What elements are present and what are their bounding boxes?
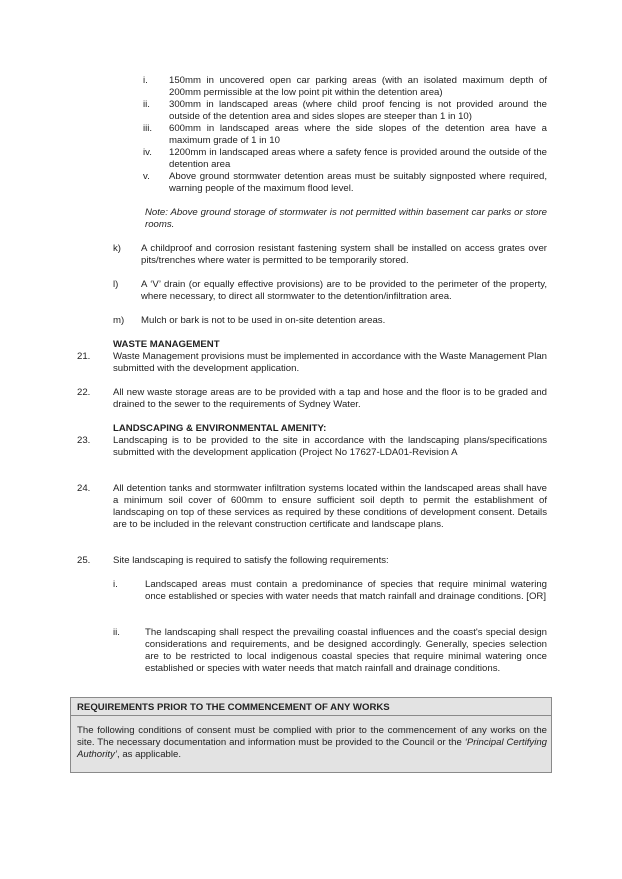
- item-text: A ‘V’ drain (or equally effective provisions) are to be provided to the perimeter of the property, where necessary, to direct all stormwater to the detention/infiltration area.: [141, 279, 547, 302]
- roman-item-i: [143, 75, 547, 99]
- item-text: Site landscaping is required to satisfy the following requirements:: [113, 555, 389, 566]
- condition-25: [77, 555, 547, 567]
- item-number: i.: [113, 579, 118, 590]
- commencement-requirements-box: [70, 697, 552, 773]
- item-label: k): [113, 243, 121, 254]
- item-number: 24.: [77, 483, 91, 494]
- item-number: 23.: [77, 435, 91, 446]
- item-number: v.: [143, 171, 150, 182]
- condition-m: [113, 315, 547, 327]
- item-number: iii.: [143, 123, 153, 134]
- box-title: REQUIREMENTS PRIOR TO THE COMMENCEMENT OF ANY WORKS: [77, 702, 390, 713]
- roman-item-ii: [143, 99, 547, 123]
- item-text: Mulch or bark is not to be used in on-site detention areas.: [141, 315, 386, 326]
- storage-note: Note: Above ground storage of stormwater is not permitted within basement car parks or store rooms.: [145, 207, 547, 230]
- item-text: Landscaping is to be provided to the site in accordance with the landscaping plans/specifications submitted with the development application (Project No 17627-LDA01-Revision A: [113, 435, 547, 458]
- item-number: 25.: [77, 555, 91, 566]
- item-text: Waste Management provisions must be implemented in accordance with the Waste Management Plan submitted with the development application.: [113, 351, 547, 374]
- condition-l: [113, 279, 547, 303]
- item-number: 21.: [77, 351, 91, 362]
- box-body-tail: , as applicable.: [117, 749, 181, 760]
- item-text: The landscaping shall respect the prevailing coastal influences and the coast's special design considerations and requirements, and be designed accordingly. Generally, species selection are to be restricted to local indigenous coastal species that require minimal watering once established or species with water needs that match rainfall and drainage conditions.: [145, 627, 547, 674]
- item-text: All new waste storage areas are to be provided with a tap and hose and the floor is to be graded and drained to the sewer to the requirements of Sydney Water.: [113, 387, 547, 410]
- item-text: Landscaped areas must contain a predominance of species that require minimal watering once established or species with water needs that match rainfall and drainage conditions. [OR]: [145, 579, 547, 602]
- condition-24: [77, 483, 547, 531]
- item-text: 600mm in landscaped areas where the side slopes of the detention area have a maximum grade of 1 in 10: [169, 123, 547, 146]
- item-number: 22.: [77, 387, 91, 398]
- item-number: i.: [143, 75, 148, 86]
- item-text: A childproof and corrosion resistant fastening system shall be installed on access grates over pits/trenches where water is permitted to be temporarily stored.: [141, 243, 547, 266]
- landscaping-heading: LANDSCAPING & ENVIRONMENTAL AMENITY:: [113, 423, 327, 434]
- condition-23: [77, 435, 547, 459]
- item-label: l): [113, 279, 119, 290]
- roman-item-iii: [143, 123, 547, 147]
- item-label: m): [113, 315, 125, 326]
- box-divider: [71, 715, 551, 716]
- condition-25-ii: [113, 627, 547, 675]
- item-text: All detention tanks and stormwater infiltration systems located within the landscaped areas shall have a minimum soil cover of 600mm to ensure sufficient soil depth to permit the establishment of landscaping on top of these services as required by these conditions of development consent. Details are to be included in the relevant construction certificate and landscape plans.: [113, 483, 547, 530]
- waste-management-heading: WASTE MANAGEMENT: [113, 339, 220, 350]
- item-number: ii.: [113, 627, 120, 638]
- box-body-italic: ‘Principal Certifying Authority’: [77, 737, 547, 760]
- item-text: 1200mm in landscaped areas where a safety fence is provided around the outside of the detention area: [169, 147, 547, 170]
- item-number: ii.: [143, 99, 150, 110]
- box-body-text: The following conditions of consent must be complied with prior to the commencement of any works on the site. The necessary documentation and information must be provided to the Council or the: [77, 725, 547, 748]
- condition-22: [77, 387, 547, 411]
- condition-k: [113, 243, 547, 267]
- item-text: 150mm in uncovered open car parking areas (with an isolated maximum depth of 200mm permissible at the low point pit within the detention area): [169, 75, 547, 98]
- condition-25-i: [113, 579, 547, 603]
- item-text: 300mm in landscaped areas (where child proof fencing is not provided around the outside of the detention area and sides slopes are steeper than 1 in 10): [169, 99, 547, 122]
- condition-21: [77, 351, 547, 375]
- item-number: iv.: [143, 147, 152, 158]
- roman-item-v: [143, 171, 547, 195]
- item-text: Above ground stormwater detention areas must be suitably signposted where required, warning people of the maximum flood level.: [169, 171, 547, 194]
- roman-item-iv: [143, 147, 547, 171]
- box-body: [77, 725, 547, 761]
